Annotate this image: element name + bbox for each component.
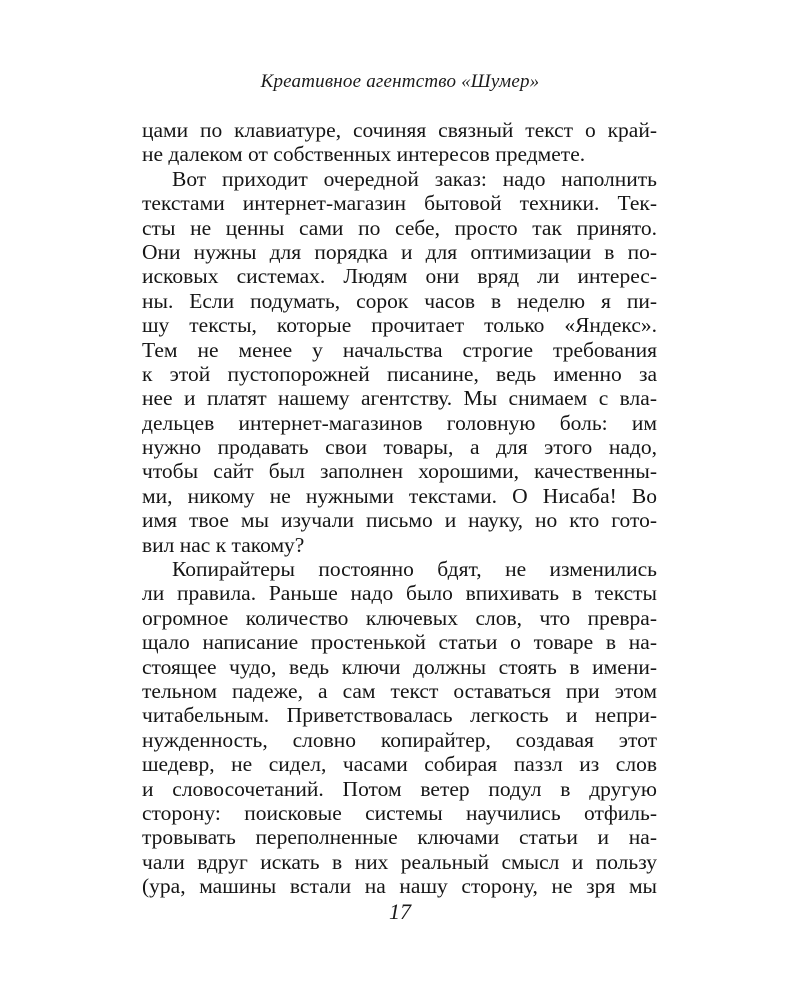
text-line: текстами интернет-магазин бытовой техники. Тек- xyxy=(142,191,657,216)
text-line: нее и платят нашему агентству. Мы снимаем с вла- xyxy=(142,386,657,411)
text-line: тельном падеже, а сам текст оставаться при этом xyxy=(142,678,657,703)
text-line: исковых системах. Людям они вряд ли интерес- xyxy=(142,264,657,289)
text-line: имя твое мы изучали письмо и науку, но кто гото- xyxy=(142,508,657,533)
text-line: чали вдруг искать в них реальный смысл и пользу xyxy=(142,849,657,874)
text-line: дельцев интернет-магазинов головную боль: им xyxy=(142,410,657,435)
body-text xyxy=(142,118,657,899)
page-number: 17 xyxy=(389,899,411,924)
text-line: и словосочетаний. Потом ветер подул в другую xyxy=(142,776,657,801)
text-line: не далеком от собственных интересов предмете. xyxy=(142,142,586,167)
text-line: Тем не менее у начальства строгие требования xyxy=(142,337,657,362)
text-line: стоящее чудо, ведь ключи должны стоять в имени- xyxy=(142,654,657,679)
paragraph-first-line: Копирайтеры постоянно бдят, не изменились xyxy=(172,557,657,582)
running-title: Креативное агентство «Шумер» xyxy=(260,71,540,92)
text-line: ми, никому не нужными текстами. О Нисаба! Во xyxy=(142,483,657,508)
text-line: сторону: поисковые системы научились отфиль- xyxy=(142,800,657,825)
paragraph-first-line: Вот приходит очередной заказ: надо наполнить xyxy=(172,166,657,191)
text-line: ли правила. Раньше надо было впихивать в тексты xyxy=(142,581,657,606)
text-line: нужденность, словно копирайтер, создавая этот xyxy=(142,727,657,752)
text-line: читабельным. Приветствовалась легкость и непри- xyxy=(142,703,657,728)
text-line: щало написание простенькой статьи о товаре в на- xyxy=(142,630,657,655)
text-line: шедевр, не сидел, часами собирая паззл из слов xyxy=(142,752,657,777)
text-line: (ура, машины встали на нашу сторону, не зря мы xyxy=(142,874,657,899)
text-line: огромное количество ключевых слов, что превра- xyxy=(142,605,657,630)
text-line: вил нас к такому? xyxy=(142,532,305,557)
text-line: ны. Если подумать, сорок часов в неделю я пи- xyxy=(142,288,657,313)
text-line: цами по клавиатуре, сочиняя связный текст о край- xyxy=(142,118,657,142)
text-line: шу тексты, которые прочитает только «Яндекс». xyxy=(142,313,657,338)
text-line: чтобы сайт был заполнен хорошими, качественны- xyxy=(142,459,657,484)
text-line: сты не ценны сами по себе, просто так принято. xyxy=(142,215,657,240)
text-line: тровывать переполненные ключами статьи и на- xyxy=(142,825,657,850)
text-line: нужно продавать свои товары, а для этого надо, xyxy=(142,435,657,460)
text-line: к этой пустопорожней писанине, ведь именно за xyxy=(142,361,657,386)
text-line: Они нужны для порядка и для оптимизации в по- xyxy=(142,239,657,264)
